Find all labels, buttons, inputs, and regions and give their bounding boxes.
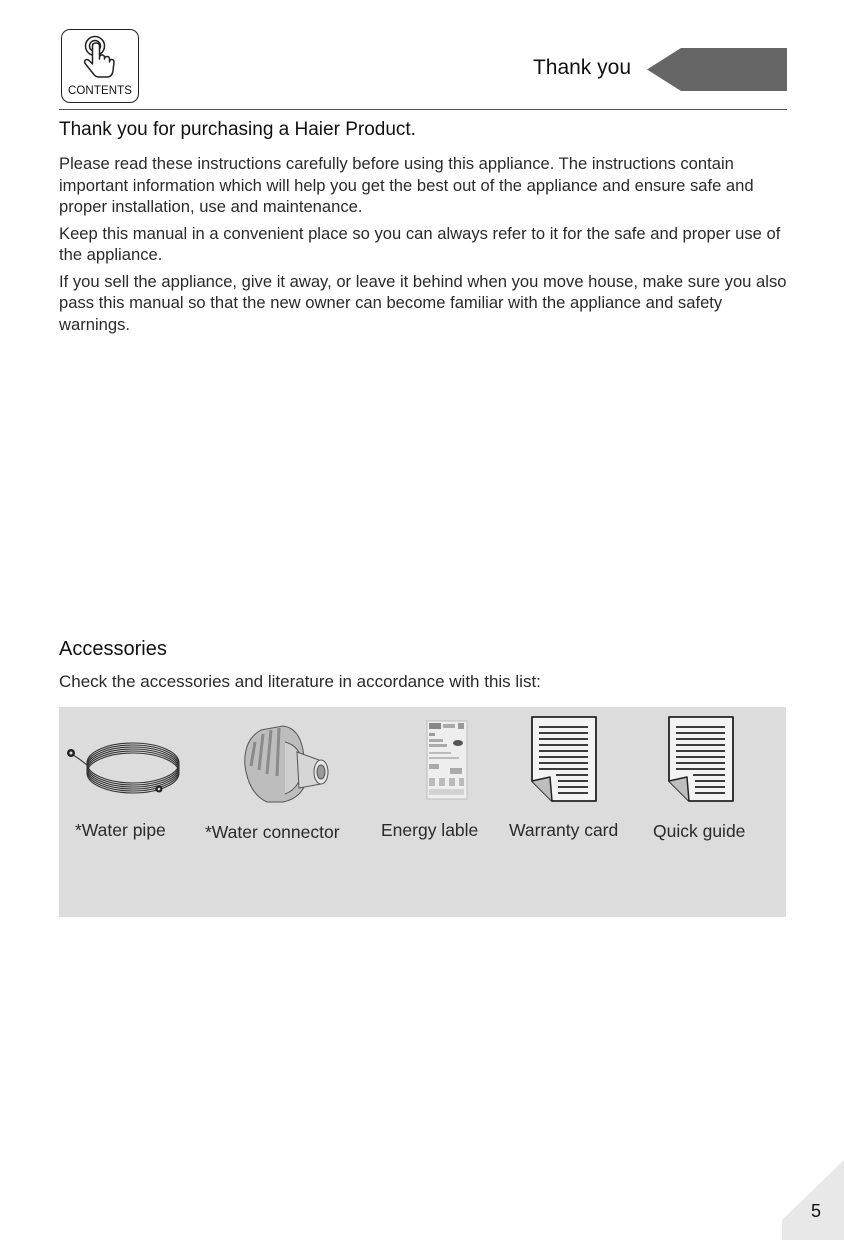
contents-label: CONTENTS (67, 85, 133, 97)
intro-paragraph: Keep this manual in a convenient place so you can always refer to it for the safe and proper use of the appliance. (59, 223, 781, 264)
accessories-heading: Accessories (59, 638, 167, 660)
accessory-label: *Water pipe (75, 820, 166, 840)
accessory-label: Energy lable (381, 820, 479, 840)
contents-button[interactable] (61, 29, 139, 103)
energy-label-icon (426, 720, 468, 800)
quick-guide-icon (667, 715, 737, 803)
accessories-description: Check the accessories and literature in accordance with this list: (59, 672, 541, 691)
intro-heading: Thank you for purchasing a Haier Product. (59, 119, 416, 140)
water-connector-icon (237, 722, 337, 808)
water-pipe-icon (63, 733, 187, 797)
accessory-label: Warranty card (509, 820, 619, 840)
intro-paragraph: Please read these instructions carefully before using this appliance. The instructions contain important information which will help you get the best out of the appliance and ensure safe and proper installation, use and maintenance. (59, 154, 754, 216)
header-divider (59, 109, 787, 110)
accessories-panel (59, 707, 786, 917)
section-tab-arrow (647, 48, 787, 91)
section-title: Thank you (532, 56, 631, 79)
page-corner-shape (782, 1160, 844, 1240)
warranty-card-icon (530, 715, 600, 803)
accessory-label: Quick guide (653, 821, 746, 841)
intro-paragraph: If you sell the appliance, give it away, or leave it behind when you move house, make sure you also pass this manual so that the new owner can become familiar with the appliance and safety warnings. (59, 271, 787, 334)
page-number: 5 (811, 1201, 822, 1221)
intro-body (59, 153, 792, 340)
touch-hand-icon (79, 35, 121, 81)
accessory-label: *Water connector (205, 822, 340, 842)
